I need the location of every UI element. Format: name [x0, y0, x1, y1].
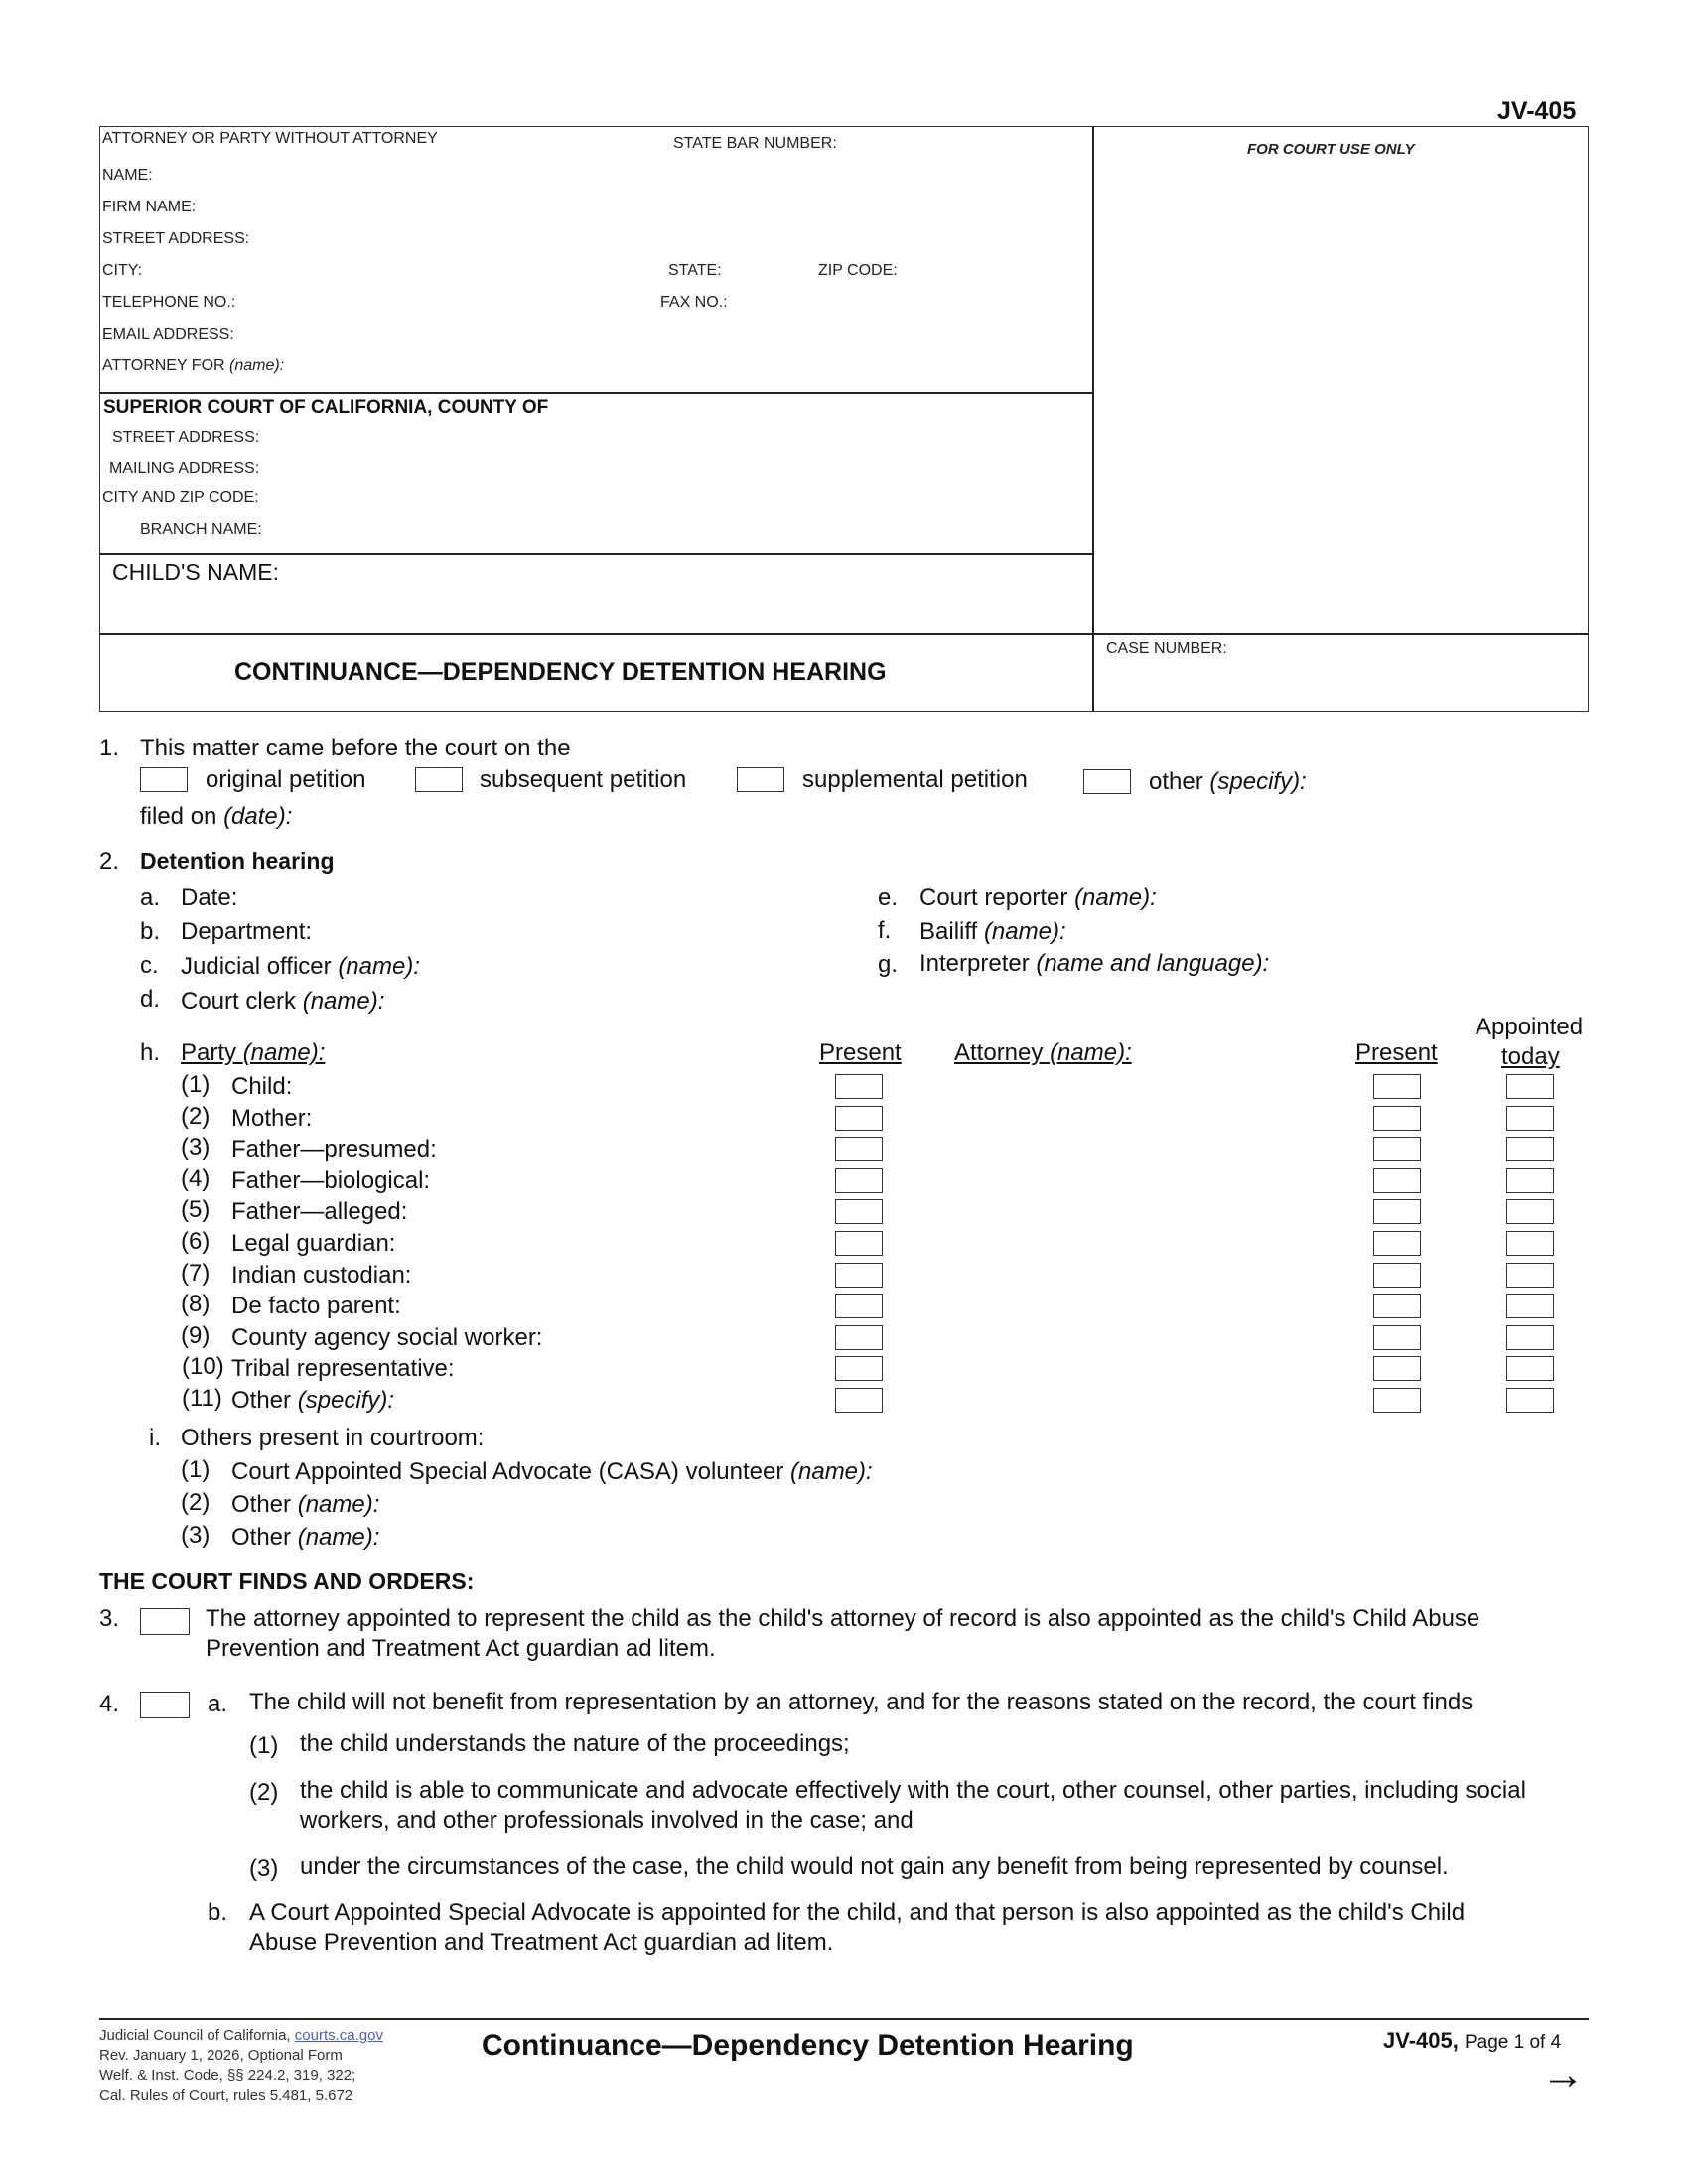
item4-number: 4. — [99, 1691, 120, 1717]
item1-number: 1. — [99, 735, 120, 761]
party-present-checkbox[interactable] — [835, 1231, 883, 1256]
appointed-today-checkbox[interactable] — [1506, 1074, 1554, 1099]
item3-checkbox[interactable] — [140, 1608, 190, 1635]
party-number: (3) — [181, 1134, 211, 1160]
item4a-sub3-text: under the circumstances of the case, the child would not gain any benefit from being represented by counsel. — [300, 1853, 1449, 1880]
party-label: Father—alleged: — [231, 1198, 408, 1225]
item4a-sub2-line1: the child is able to communicate and advocate effectively with the court, other counsel, other parties, including social — [300, 1777, 1526, 1804]
street-label: STREET ADDRESS: — [102, 230, 250, 247]
party-number: (8) — [181, 1291, 211, 1317]
firm-label: FIRM NAME: — [102, 199, 197, 215]
attorney-present-checkbox[interactable] — [1373, 1074, 1421, 1099]
party-number: (10) — [182, 1353, 224, 1380]
party-number: (5) — [181, 1196, 211, 1223]
party-present-checkbox[interactable] — [835, 1074, 883, 1099]
item2e-letter: e. — [878, 885, 899, 911]
bailiff-label: Bailiff (name): — [919, 918, 1066, 945]
item4-checkbox[interactable] — [140, 1692, 190, 1718]
party-label: Father—presumed: — [231, 1136, 437, 1162]
court-street-label: STREET ADDRESS: — [112, 429, 260, 446]
party-label: Legal guardian: — [231, 1230, 396, 1257]
others-3-number: (3) — [181, 1522, 211, 1549]
court-use-label: FOR COURT USE ONLY — [1247, 141, 1415, 158]
party-present-checkbox[interactable] — [835, 1106, 883, 1131]
form-id: JV-405 — [1497, 97, 1577, 125]
appointed-today-checkbox[interactable] — [1506, 1263, 1554, 1288]
supplemental-petition-checkbox[interactable] — [737, 767, 784, 792]
item2c-letter: c. — [140, 952, 159, 979]
appointed-header: Appointed — [1476, 1014, 1584, 1040]
item4a-text: The child will not benefit from representation by an attorney, and for the reasons stated on the record, the court finds — [249, 1689, 1474, 1715]
party-label: De facto parent: — [231, 1293, 401, 1319]
item2h-letter: h. — [140, 1039, 161, 1066]
date-label: Date: — [181, 885, 238, 911]
subsequent-petition-checkbox[interactable] — [415, 767, 463, 792]
attorney-present-checkbox[interactable] — [1373, 1294, 1421, 1318]
case-number-label: CASE NUMBER: — [1106, 640, 1227, 657]
present2-header: Present — [1355, 1039, 1438, 1066]
caption-divider-title — [99, 633, 1589, 635]
appointed-today-checkbox[interactable] — [1506, 1199, 1554, 1224]
party-present-checkbox[interactable] — [835, 1294, 883, 1318]
item4b-letter: b. — [208, 1899, 228, 1926]
item4a-sub2-line2: workers, and other professionals involved in the case; and — [300, 1807, 914, 1834]
appointed-today-checkbox[interactable] — [1506, 1137, 1554, 1161]
appointed-today-checkbox[interactable] — [1506, 1294, 1554, 1318]
party-label: Other (specify): — [231, 1387, 395, 1414]
party-present-checkbox[interactable] — [835, 1137, 883, 1161]
others-3-label: Other (name): — [231, 1524, 380, 1551]
attorney-for-label: ATTORNEY FOR (name): — [102, 357, 285, 374]
state-bar-label: STATE BAR NUMBER: — [673, 135, 837, 152]
party-label: Mother: — [231, 1105, 313, 1132]
others-present-label: Others present in courtroom: — [181, 1425, 485, 1451]
footer-page: JV-405, Page 1 of 4 — [1383, 2028, 1562, 2053]
party-number: (2) — [181, 1103, 211, 1130]
attorney-present-checkbox[interactable] — [1373, 1388, 1421, 1413]
party-present-checkbox[interactable] — [835, 1199, 883, 1224]
item2g-letter: g. — [878, 951, 899, 978]
party-number: (1) — [181, 1071, 211, 1098]
original-petition-label: original petition — [206, 766, 366, 793]
appointed-today-checkbox[interactable] — [1506, 1106, 1554, 1131]
attorney-present-checkbox[interactable] — [1373, 1231, 1421, 1256]
courts-link[interactable]: courts.ca.gov — [294, 2027, 383, 2044]
fax-label: FAX NO.: — [660, 294, 728, 311]
filed-on-label: filed on (date): — [140, 803, 293, 830]
others-2-number: (2) — [181, 1489, 211, 1516]
today-header: today — [1501, 1043, 1560, 1070]
present-header: Present — [819, 1039, 902, 1066]
court-clerk-label: Court clerk (name): — [181, 988, 385, 1015]
party-label: Child: — [231, 1073, 293, 1100]
party-number: (11) — [182, 1385, 222, 1412]
attorney-label: ATTORNEY OR PARTY WITHOUT ATTORNEY — [102, 130, 438, 147]
caption-divider-vertical — [1092, 126, 1094, 712]
city-label: CITY: — [102, 262, 143, 279]
item1-text: This matter came before the court on the — [140, 735, 571, 761]
child-name-label: CHILD'S NAME: — [112, 559, 279, 585]
appointed-today-checkbox[interactable] — [1506, 1325, 1554, 1350]
item4b-line2: Abuse Prevention and Treatment Act guardian ad litem. — [249, 1929, 834, 1956]
findings-title: THE COURT FINDS AND ORDERS: — [99, 1569, 475, 1594]
judicial-officer-label: Judicial officer (name): — [181, 953, 420, 980]
department-label: Department: — [181, 918, 313, 945]
attorney-present-checkbox[interactable] — [1373, 1137, 1421, 1161]
party-number: (9) — [181, 1322, 211, 1349]
supplemental-petition-label: supplemental petition — [802, 766, 1028, 793]
item4a-letter: a. — [208, 1691, 228, 1717]
party-number: (7) — [181, 1260, 211, 1287]
email-label: EMAIL ADDRESS: — [102, 326, 234, 342]
appointed-today-checkbox[interactable] — [1506, 1231, 1554, 1256]
attorney-present-checkbox[interactable] — [1373, 1356, 1421, 1381]
item3-line1: The attorney appointed to represent the child as the child's attorney of record is also appointed as the child's Child Abuse — [206, 1605, 1480, 1632]
next-page-arrow-icon[interactable]: → — [1541, 2050, 1585, 2099]
mailing-label: MAILING ADDRESS: — [109, 460, 260, 477]
party-present-checkbox[interactable] — [835, 1168, 883, 1193]
item2f-letter: f. — [878, 917, 892, 944]
phone-label: TELEPHONE NO.: — [102, 294, 236, 311]
subsequent-petition-label: subsequent petition — [480, 766, 687, 793]
interpreter-label: Interpreter (name and language): — [919, 950, 1270, 977]
item3-number: 3. — [99, 1605, 120, 1632]
item4a-sub3-number: (3) — [249, 1855, 279, 1882]
item2-title: Detention hearing — [140, 848, 335, 874]
footer-title: Continuance—Dependency Detention Hearing — [482, 2029, 1134, 2062]
party-present-checkbox[interactable] — [835, 1263, 883, 1288]
item2b-letter: b. — [140, 918, 161, 945]
other-petition-label: other (specify): — [1149, 768, 1307, 795]
party-number: (6) — [181, 1228, 211, 1255]
party-number: (4) — [181, 1165, 211, 1192]
state-label: STATE: — [668, 262, 722, 279]
footer-rule — [99, 2018, 1589, 2020]
attorney-present-checkbox[interactable] — [1373, 1168, 1421, 1193]
party-present-checkbox[interactable] — [835, 1325, 883, 1350]
court-reporter-label: Court reporter (name): — [919, 885, 1157, 911]
attorney-header: Attorney (name): — [954, 1039, 1132, 1066]
caption-box — [99, 126, 1589, 712]
item2a-letter: a. — [140, 885, 161, 911]
item2d-letter: d. — [140, 986, 161, 1013]
item4a-sub1-number: (1) — [249, 1732, 279, 1759]
appointed-today-checkbox[interactable] — [1506, 1356, 1554, 1381]
item4a-sub2-number: (2) — [249, 1779, 279, 1806]
party-header: Party (name): — [181, 1039, 326, 1066]
appointed-today-checkbox[interactable] — [1506, 1388, 1554, 1413]
attorney-present-checkbox[interactable] — [1373, 1263, 1421, 1288]
item4b-line1: A Court Appointed Special Advocate is appointed for the child, and that person is also appointed as the child's Child — [249, 1899, 1466, 1926]
footer-citation: Judicial Council of California, courts.ca.gov Rev. January 1, 2026, Optional Form Welf. & Inst. Code, §§ 224.2, 319, 322; Cal. Rules of Court, rules 5.481, 5.672 — [99, 2027, 383, 2104]
item3-line2: Prevention and Treatment Act guardian ad litem. — [206, 1635, 716, 1662]
casa-volunteer-label: Court Appointed Special Advocate (CASA) volunteer (name): — [231, 1458, 873, 1485]
party-present-checkbox[interactable] — [835, 1388, 883, 1413]
other-petition-checkbox[interactable] — [1083, 769, 1131, 794]
caption-divider-court — [99, 392, 1092, 394]
original-petition-checkbox[interactable] — [140, 767, 188, 792]
item2-number: 2. — [99, 848, 120, 875]
appointed-today-checkbox[interactable] — [1506, 1168, 1554, 1193]
attorney-present-checkbox[interactable] — [1373, 1199, 1421, 1224]
branch-label: BRANCH NAME: — [140, 521, 262, 538]
name-label: NAME: — [102, 167, 153, 184]
attorney-present-checkbox[interactable] — [1373, 1106, 1421, 1131]
party-present-checkbox[interactable] — [835, 1356, 883, 1381]
item4a-sub1-text: the child understands the nature of the proceedings; — [300, 1730, 850, 1757]
party-label: Father—biological: — [231, 1167, 431, 1194]
others-2-label: Other (name): — [231, 1491, 380, 1518]
party-label: Tribal representative: — [231, 1355, 455, 1382]
attorney-present-checkbox[interactable] — [1373, 1325, 1421, 1350]
form-title: CONTINUANCE—DEPENDENCY DETENTION HEARING — [234, 658, 887, 686]
zip-label: ZIP CODE: — [818, 262, 898, 279]
city-zip-label: CITY AND ZIP CODE: — [102, 489, 259, 506]
party-label: Indian custodian: — [231, 1262, 412, 1289]
others-1-number: (1) — [181, 1456, 211, 1483]
party-label: County agency social worker: — [231, 1324, 543, 1351]
item2i-letter: i. — [149, 1425, 161, 1451]
caption-divider-child — [99, 553, 1092, 555]
court-title: SUPERIOR COURT OF CALIFORNIA, COUNTY OF — [103, 397, 549, 418]
